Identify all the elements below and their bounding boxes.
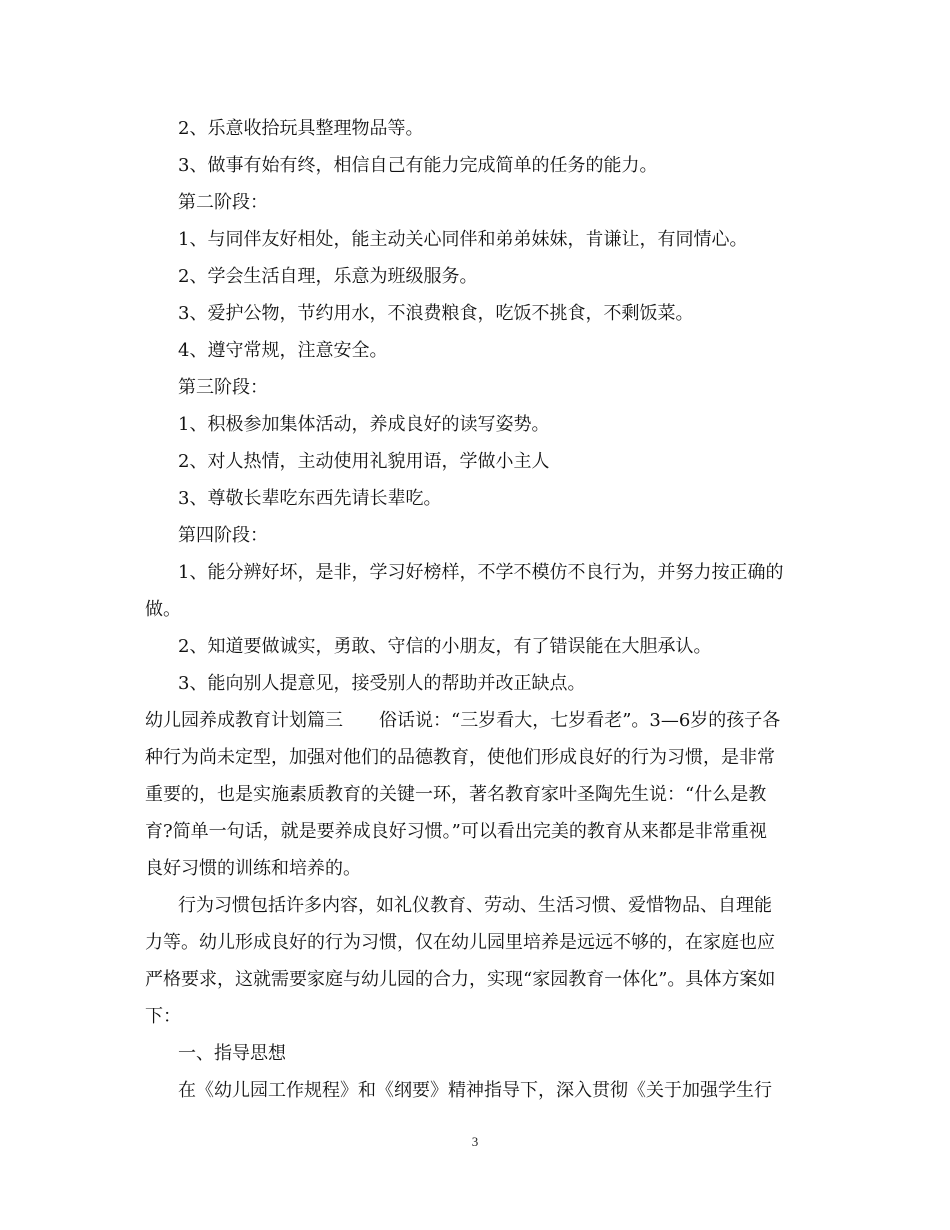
text-line: 1、与同伴友好相处，能主动关心同伴和弟弟妹妹，肯谦让，有同情心。 [178, 229, 748, 250]
text-line: 做。 [145, 599, 181, 620]
text-line: 3、能向别人提意见，接受别人的帮助并改正缺点。 [178, 673, 586, 694]
text-line: 严格要求，这就需要家庭与幼儿园的合力，实现“家园教育一体化”。具体方案如 [145, 969, 776, 990]
text-line: 种行为尚未定型，加强对他们的品德教育，使他们形成良好的行为习惯，是非常 [145, 747, 775, 768]
text-line: 育?简单一句话，就是要养成良好习惯。”可以看出完美的教育从来都是非常重视 [145, 821, 767, 842]
text-line: 在《幼儿园工作规程》和《纲要》精神指导下，深入贯彻《关于加强学生行 [178, 1080, 772, 1101]
text-line: 3、爱护公物，节约用水，不浪费粮食，吃饭不挑食，不剩饭菜。 [178, 303, 694, 324]
text-line: 下： [145, 1006, 181, 1027]
section-heading: 第三阶段： [178, 377, 268, 398]
text-line: 幼儿园养成教育计划篇三 俗话说：“三岁看大，七岁看老”。3—6岁的孩子各 [145, 710, 781, 731]
text-line: 4、遵守常规，注意安全。 [178, 340, 388, 361]
text-line: 良好习惯的训练和培养的。 [145, 858, 361, 879]
page-number: 3 [471, 1134, 479, 1149]
text-line: 力等。幼儿形成良好的行为习惯，仅在幼儿园里培养是远远不够的，在家庭也应 [145, 932, 775, 953]
section-heading: 一、指导思想 [178, 1043, 286, 1064]
text-line: 1、积极参加集体活动，养成良好的读写姿势。 [178, 414, 550, 435]
text-line: 3、尊敬长辈吃东西先请长辈吃。 [178, 488, 442, 509]
text-line: 2、乐意收拾玩具整理物品等。 [178, 118, 424, 139]
text-line: 1、能分辨好坏，是非，学习好榜样，不学不模仿不良行为，并努力按正确的 [178, 562, 784, 583]
text-line: 2、学会生活自理，乐意为班级服务。 [178, 266, 478, 287]
text-line: 行为习惯包括许多内容，如礼仪教育、劳动、生活习惯、爱惜物品、自理能 [178, 895, 772, 916]
text-line: 3、做事有始有终，相信自己有能力完成简单的任务的能力。 [178, 155, 658, 176]
text-line: 2、知道要做诚实，勇敢、守信的小朋友，有了错误能在大胆承认。 [178, 636, 712, 657]
section-heading: 第四阶段： [178, 525, 268, 546]
text-line: 重要的，也是实施素质教育的关键一环，著名教育家叶圣陶先生说：“什么是教 [145, 784, 767, 805]
text-line: 2、对人热情，主动使用礼貌用语，学做小主人 [178, 451, 550, 472]
section-heading: 第二阶段： [178, 192, 268, 213]
